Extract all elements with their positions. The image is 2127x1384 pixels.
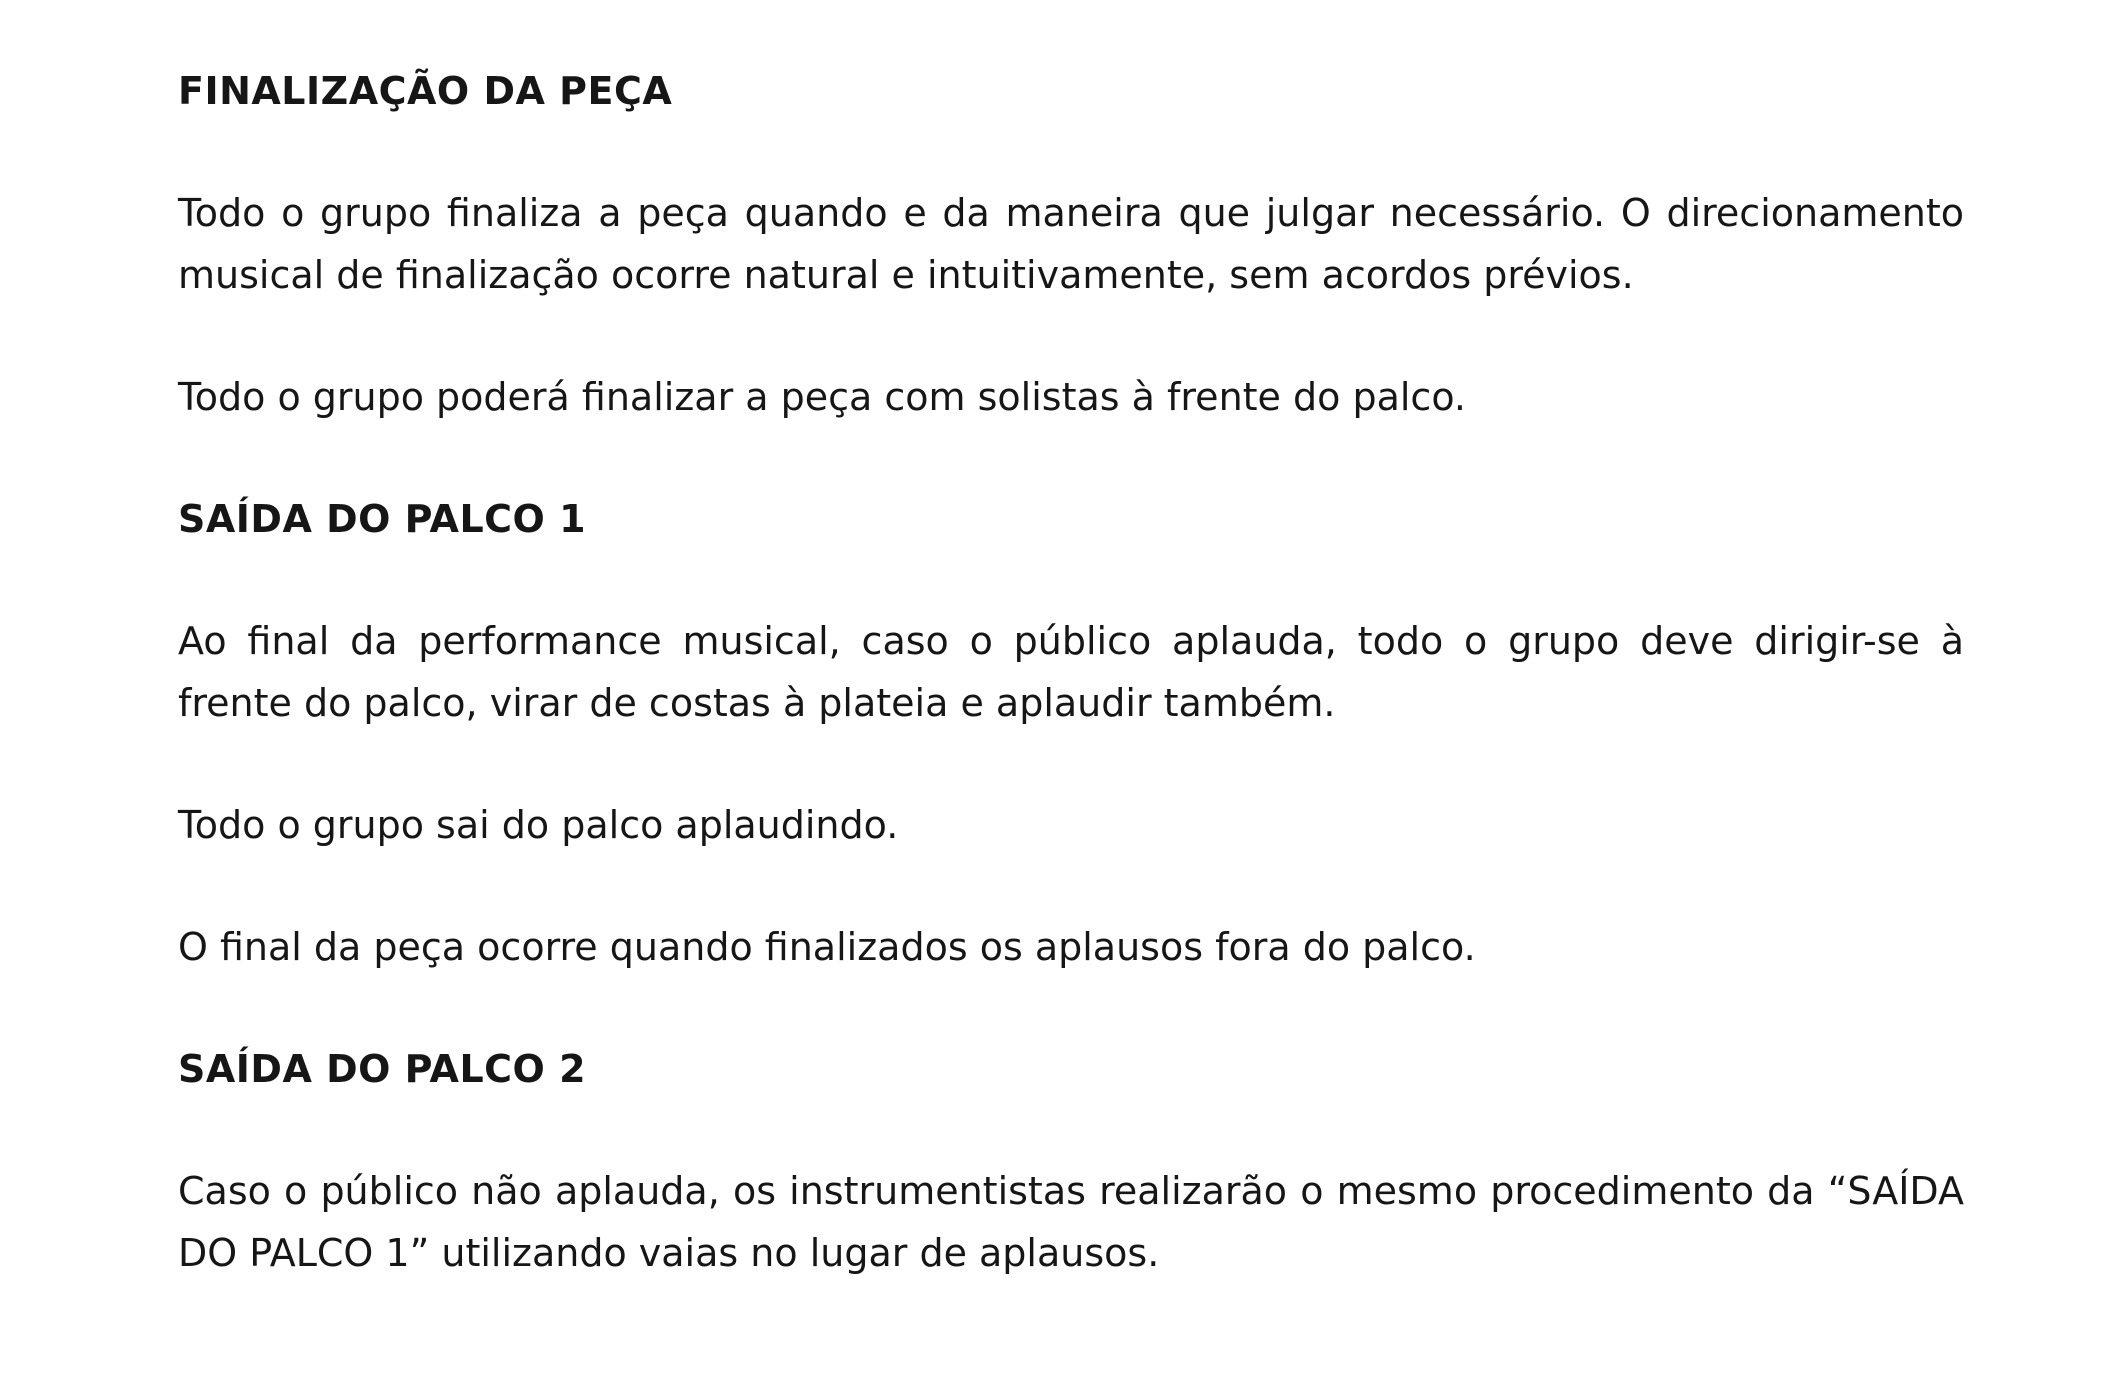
paragraph-finalizacao-2: Todo o grupo poderá finalizar a peça com solistas à frente do palco. bbox=[178, 375, 1466, 419]
section-heading-saida-2: SAÍDA DO PALCO 2 bbox=[178, 1047, 587, 1091]
paragraph-saida-2-1: Caso o público não aplauda, os instrumentistas realizarão o mesmo procedimento da “SAÍDA DO PALCO 1” utilizando vaias no lugar de aplausos. bbox=[178, 1169, 1964, 1275]
paragraph-saida-1-1: Ao final da performance musical, caso o público aplauda, todo o grupo deve dirigir-se à frente do palco, virar de costas à plateia e aplaudir também. bbox=[178, 619, 1964, 725]
section-heading-saida-1: SAÍDA DO PALCO 1 bbox=[178, 497, 587, 541]
document-page bbox=[178, 60, 1964, 1344]
section-heading-finalizacao: FINALIZAÇÃO DA PEÇA bbox=[178, 69, 673, 113]
paragraph-finalizacao-1: Todo o grupo finaliza a peça quando e da maneira que julgar necessário. O direcionamento musical de finalização ocorre natural e intuitivamente, sem acordos prévios. bbox=[178, 191, 1964, 297]
paragraph-saida-1-3: O final da peça ocorre quando finalizados os aplausos fora do palco. bbox=[178, 925, 1476, 969]
paragraph-saida-1-2: Todo o grupo sai do palco aplaudindo. bbox=[178, 803, 899, 847]
